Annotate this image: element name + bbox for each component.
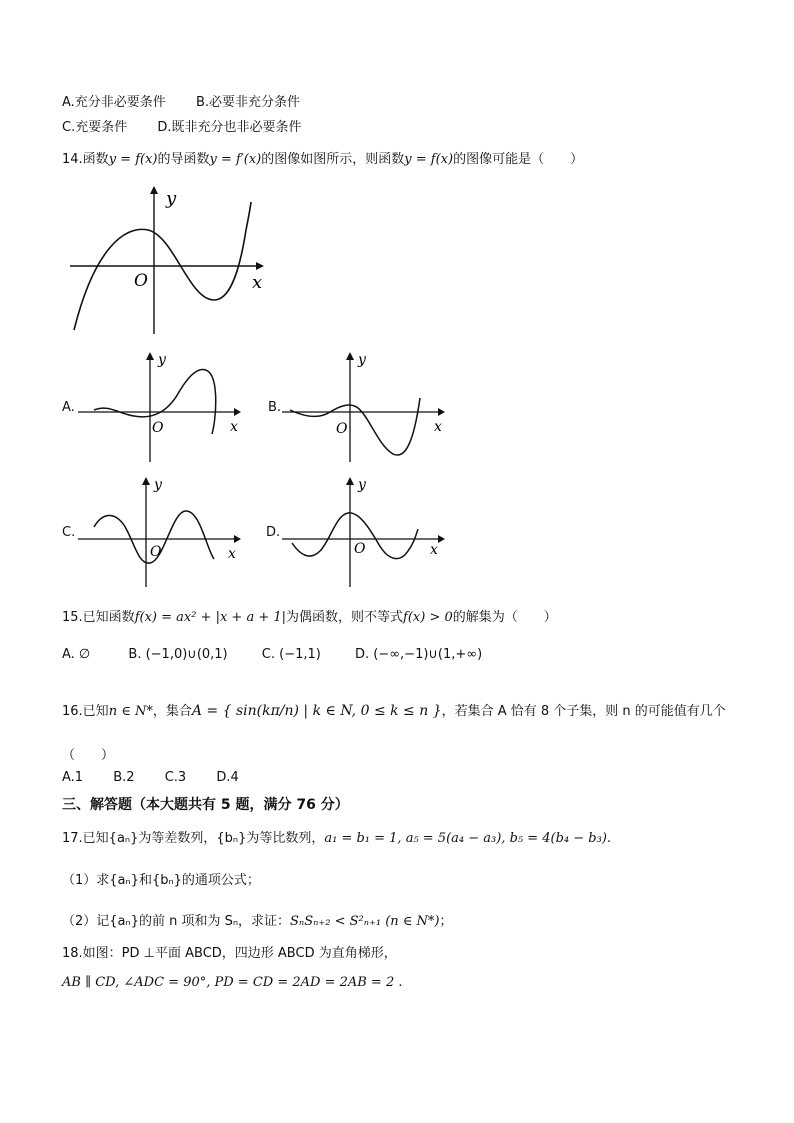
q15-option-b: B. (−1,0)∪(0,1) [128, 647, 228, 662]
q14-b-origin: O [336, 421, 348, 437]
q14-option-c-label: C. [62, 525, 76, 540]
q16-mid: ，集合 [152, 704, 192, 719]
q14-c-y-label: y [154, 477, 162, 493]
q17-prefix: 17.已知{aₙ}为等差数列，{bₙ}为等比数列， [62, 831, 325, 846]
q14-mid1: 的导函数 [157, 152, 210, 167]
q18-line1: 18.如图：PD ⊥平面 ABCD，四边形 ABCD 为直角梯形， [62, 946, 397, 961]
q16-stem [62, 700, 726, 719]
q14-main-origin: O [134, 271, 148, 291]
q17-part2-prefix: （2）记{aₙ}的前 n 项和为 Sₙ，求证： [62, 914, 291, 929]
q14-prefix: 14.函数 [62, 152, 109, 167]
q14-option-d-graph [278, 475, 453, 590]
q16-option-a: A.1 [62, 770, 84, 785]
q15-option-c: C. (−1,1) [261, 647, 321, 662]
q15-inequality: f(x) > 0 [403, 610, 453, 625]
q16-option-c: C.3 [164, 770, 187, 785]
q17-part1: （1）求{aₙ}和{bₙ}的通项公式； [62, 873, 260, 888]
q17-part2-suffix: ； [439, 914, 453, 929]
q14-b-x-label: x [434, 419, 442, 435]
q14-main-x-label: x [252, 272, 263, 293]
q16-options [62, 770, 239, 785]
q14-suffix: 的图像可能是（ ） [453, 152, 584, 167]
q14-stem [62, 148, 583, 167]
q18-line2: AB ∥ CD, ∠ADC = 90°, PD = CD = 2AD = 2AB = 2 . [62, 975, 403, 990]
q14-option-a-graph [74, 350, 249, 465]
q13-option-d: D.既非充分也非必要条件 [157, 120, 302, 135]
q15-option-a: A. ∅ [62, 647, 91, 662]
q14-option-d-label: D. [266, 525, 281, 540]
q15-formula: f(x) = ax² + |x + a + 1| [134, 610, 287, 625]
q16-option-d: D.4 [216, 770, 239, 785]
section3-heading: 三、解答题（本大题共有 5 题，满分 76 分） [62, 797, 349, 813]
q14-option-b-graph [278, 350, 453, 465]
q14-a-x-label: x [230, 419, 238, 435]
q13-option-b: B.必要非充分条件 [195, 95, 301, 110]
q15-stem [62, 606, 557, 625]
q14-option-c-graph [74, 475, 249, 590]
q14-c-origin: O [150, 544, 162, 560]
q14-d-y-label: y [358, 477, 366, 493]
q16-paren: （ ） [62, 748, 115, 763]
q15-suffix: 的解集为（ ） [452, 610, 557, 625]
q15-options [62, 647, 482, 662]
q13-option-c: C.充要条件 [62, 120, 128, 135]
q14-option-b-label: B. [268, 400, 282, 415]
q17-part2-inequality: SₙSₙ₊₂ < S²ₙ₊₁ (n ∈ N*) [290, 914, 440, 929]
q16-set: A = { sin(kπ/n) | k ∈ N, 0 ≤ k ≤ n } [191, 703, 442, 719]
q16-condition: n ∈ N* [108, 704, 153, 719]
q14-option-a-label: A. [62, 400, 75, 415]
q16-suffix: ，若集合 A 恰有 8 个子集，则 n 的可能值有几个 [441, 704, 726, 719]
q14-d-x-label: x [430, 542, 438, 558]
q13-option-a: A.充分非必要条件 [62, 95, 166, 110]
q14-a-origin: O [152, 420, 164, 436]
q14-main-y-label: y [166, 188, 177, 209]
q14-b-y-label: y [358, 352, 366, 368]
q16-option-b: B.2 [113, 770, 135, 785]
q15-prefix: 15.已知函数 [62, 610, 135, 625]
q14-a-y-label: y [158, 352, 166, 368]
q14-mid2: 的图像如图所示，则函数 [261, 152, 405, 167]
q14-derivative: y = f′(x) [209, 152, 262, 167]
q14-func2: y = f(x) [404, 152, 454, 167]
q15-mid: 为偶函数，则不等式 [286, 610, 404, 625]
q15-option-d: D. (−∞,−1)∪(1,+∞) [354, 647, 483, 662]
q14-d-origin: O [354, 541, 366, 557]
q13-options-row2 [62, 116, 302, 135]
q14-derivative-graph [64, 180, 274, 340]
q14-c-x-label: x [228, 546, 236, 562]
q14-func: y = f(x) [108, 152, 158, 167]
q17-condition: a₁ = b₁ = 1, a₅ = 5(a₄ − a₃), b₅ = 4(b₄ − b₃). [324, 831, 612, 846]
q17-stem [62, 827, 611, 846]
q13-options-row1 [62, 91, 300, 110]
q16-prefix: 16.已知 [62, 704, 109, 719]
q17-part2 [62, 910, 453, 929]
